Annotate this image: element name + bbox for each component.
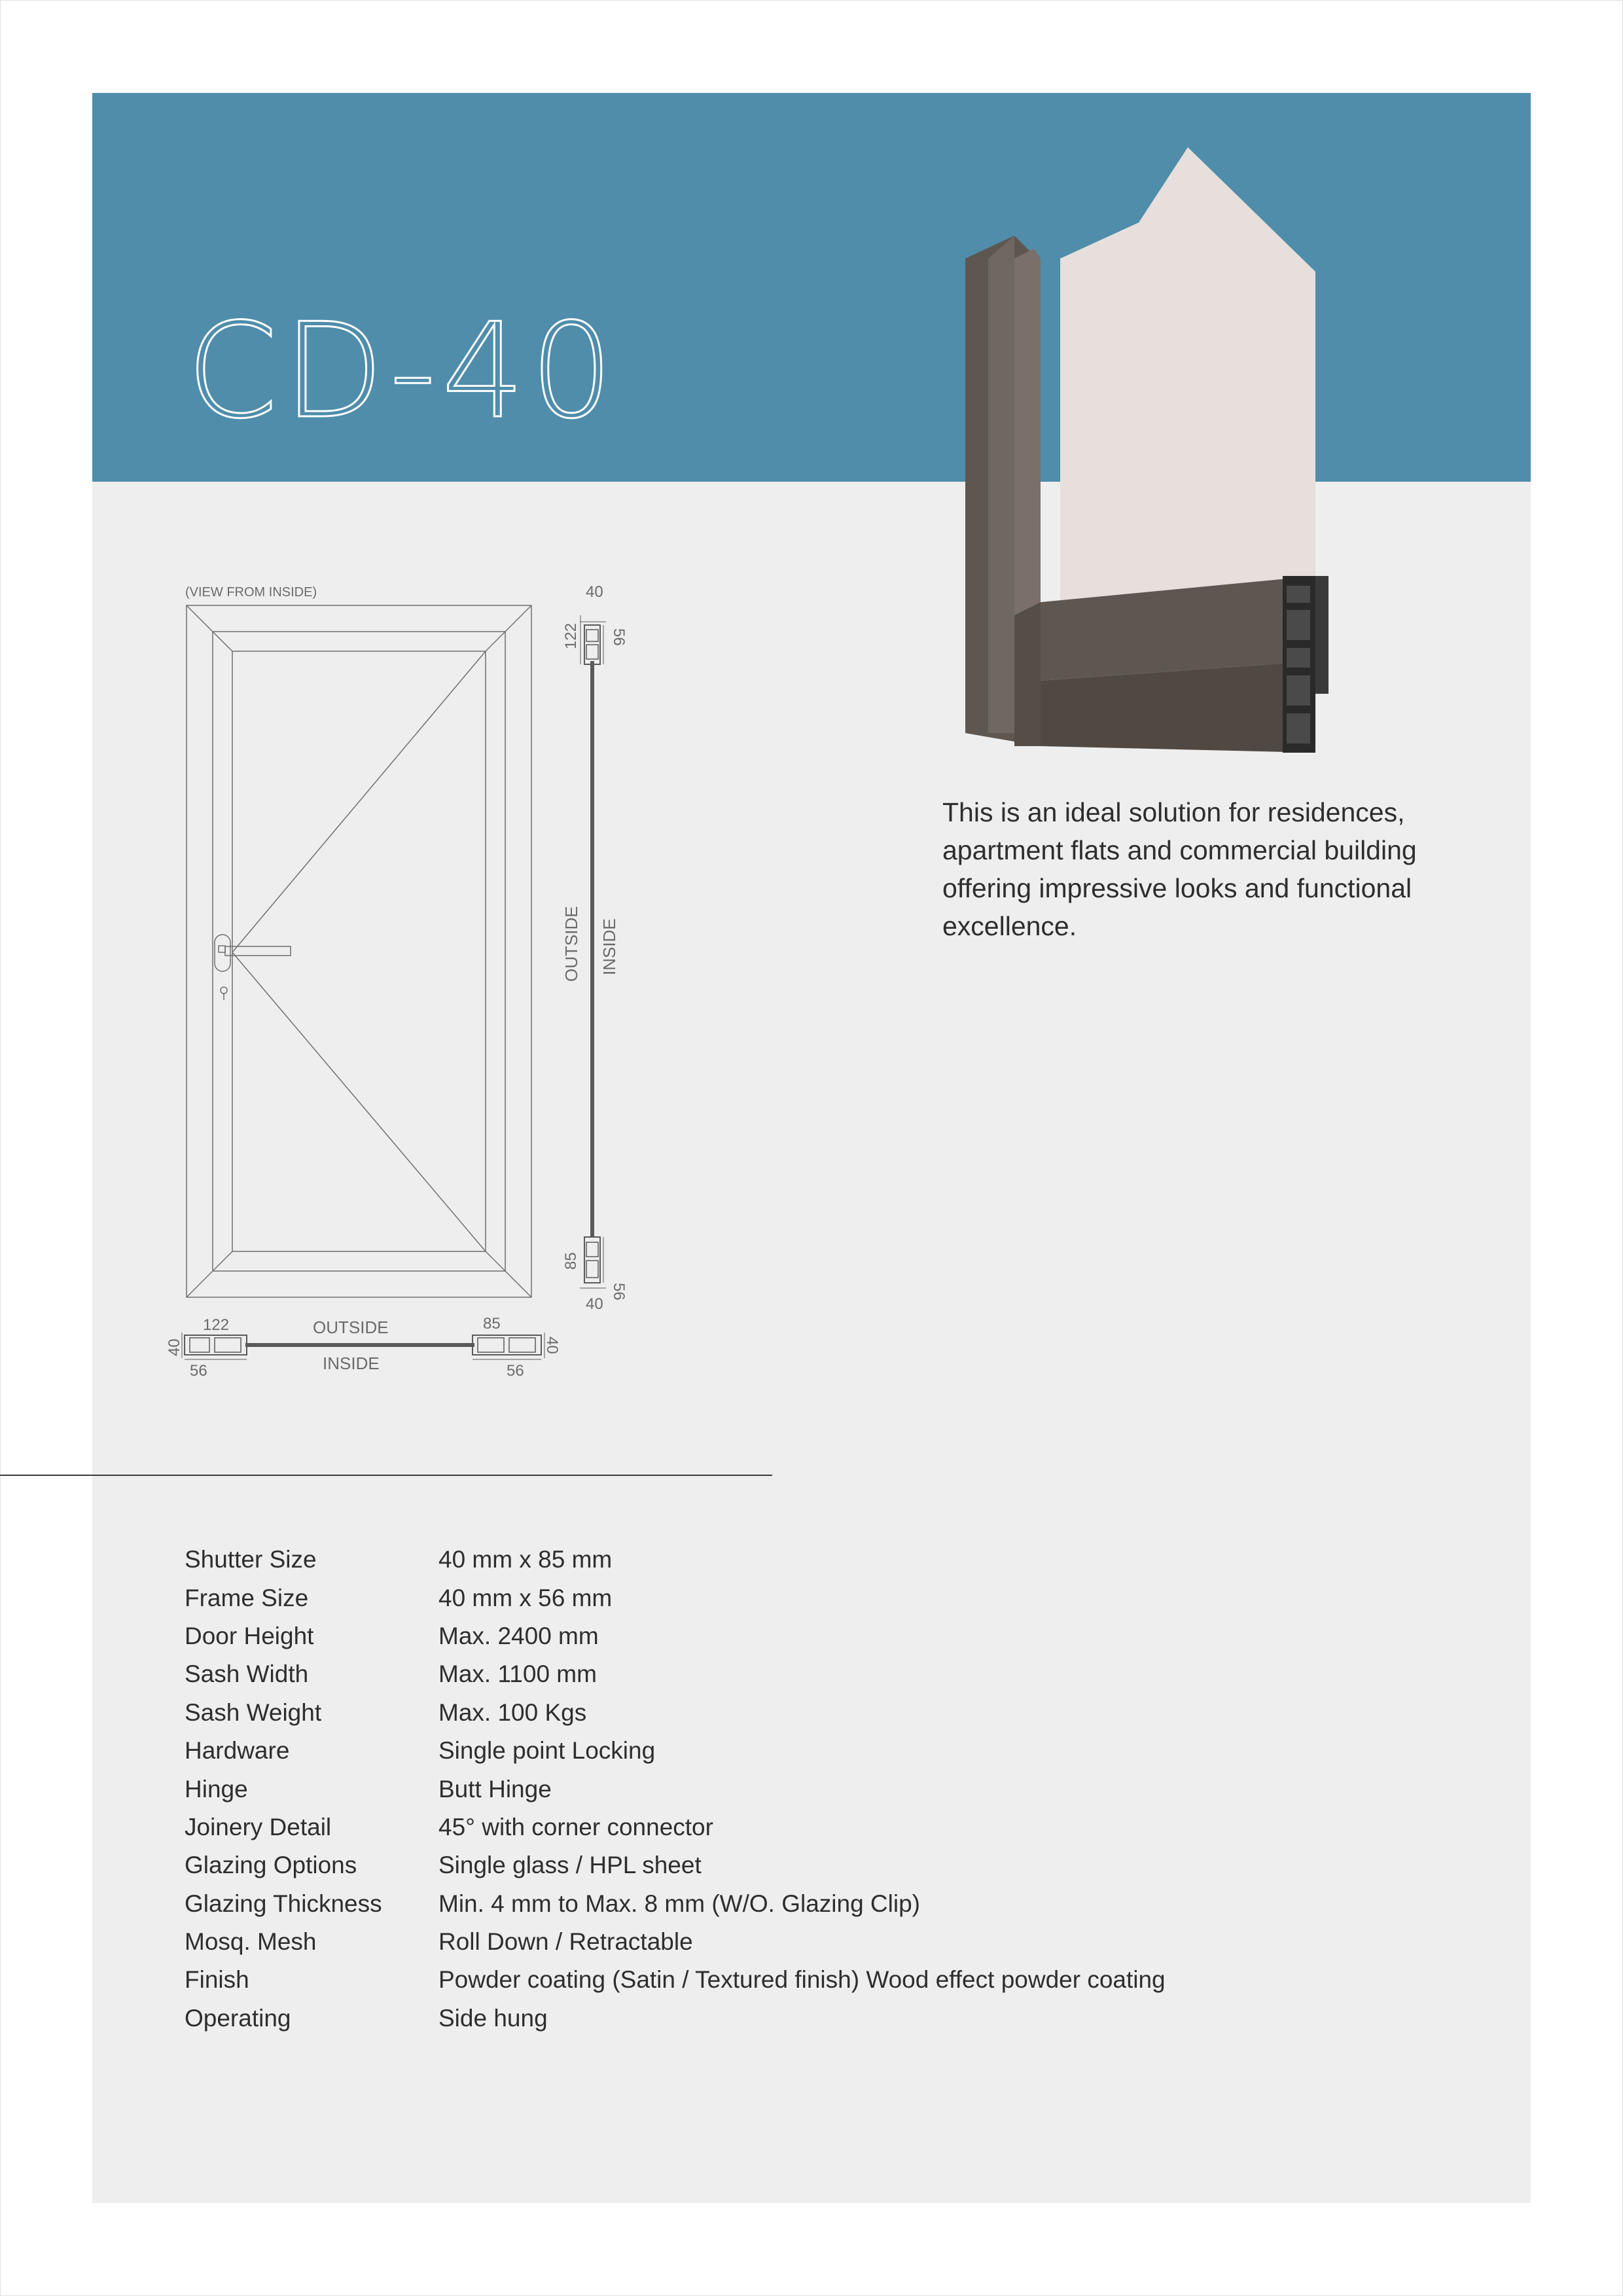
spec-label: Finish (185, 1966, 249, 1994)
spec-row (185, 1617, 1166, 1655)
section-divider (0, 1475, 772, 1476)
horizontal-inside-label: INSIDE (323, 1354, 380, 1373)
spec-label: Joinery Detail (185, 1813, 332, 1840)
spec-row (185, 1923, 1166, 1961)
spec-value: Single glass / HPL sheet (438, 1852, 702, 1879)
spec-label: Sash Width (185, 1660, 309, 1688)
spec-row (185, 1885, 1166, 1923)
horizontal-outside-label: OUTSIDE (313, 1318, 389, 1337)
top-frame-width: 40 (586, 583, 603, 601)
spec-row (185, 1961, 1166, 1999)
spec-value: Single point Locking (438, 1737, 656, 1765)
spec-row (185, 1732, 1166, 1770)
spec-value: 45° with corner connector (438, 1813, 713, 1840)
right-frame-depth: 56 (507, 1362, 524, 1380)
top-frame-depth: 56 (610, 628, 628, 646)
aluminium-profile-corner-image (962, 144, 1329, 753)
spec-row (185, 1541, 1166, 1579)
spec-row (185, 1808, 1166, 1846)
spec-label: Shutter Size (185, 1546, 317, 1573)
door-elevation-drawing (164, 576, 628, 1401)
spec-row (185, 1579, 1166, 1617)
spec-value: 40 mm x 56 mm (438, 1584, 613, 1611)
spec-value: Max. 100 Kgs (438, 1698, 587, 1726)
spec-label: Operating (185, 2004, 291, 2032)
right-frame-width: 40 (543, 1336, 561, 1354)
spec-value: Side hung (438, 2004, 548, 2032)
product-title: CD-40 (187, 295, 619, 448)
spec-label: Mosq. Mesh (185, 1928, 317, 1956)
product-description: This is an ideal solution for residences, apartment flats and commercial building offering impressive looks and functional excellence. (942, 797, 1417, 941)
top-shutter-height: 122 (562, 622, 580, 649)
right-shutter-height: 85 (483, 1315, 501, 1333)
spec-row (185, 1694, 1166, 1732)
spec-row (185, 2000, 1166, 2037)
spec-label: Door Height (185, 1622, 314, 1649)
vertical-inside-label: INSIDE (599, 918, 619, 975)
spec-value: Min. 4 mm to Max. 8 mm (W/O. Glazing Clip) (438, 1890, 920, 1917)
left-shutter-height: 122 (203, 1316, 230, 1334)
bottom-shutter-height: 85 (562, 1252, 580, 1270)
spec-label: Glazing Options (185, 1852, 357, 1879)
spec-value: Powder coating (Satin / Textured finish) Wood effect powder coating (438, 1966, 1166, 1994)
bottom-frame-depth: 56 (610, 1283, 628, 1300)
bottom-frame-width: 40 (586, 1295, 603, 1313)
spec-value: 40 mm x 85 mm (438, 1546, 613, 1573)
spec-value: Max. 2400 mm (438, 1622, 599, 1649)
spec-label: Hardware (185, 1737, 290, 1765)
spec-row (185, 1655, 1166, 1693)
spec-row (185, 1770, 1166, 1808)
spec-label: Glazing Thickness (185, 1890, 382, 1917)
left-frame-depth: 56 (190, 1362, 207, 1380)
view-label: (VIEW FROM INSIDE) (185, 585, 317, 600)
spec-value: Max. 1100 mm (438, 1660, 597, 1688)
vertical-outside-label: OUTSIDE (562, 906, 581, 982)
spec-value: Butt Hinge (438, 1775, 552, 1803)
spec-row (185, 1846, 1166, 1884)
spec-label: Hinge (185, 1775, 248, 1803)
spec-label: Sash Weight (185, 1698, 322, 1726)
left-frame-width: 40 (166, 1338, 183, 1356)
spec-value: Roll Down / Retractable (438, 1928, 693, 1956)
spec-label: Frame Size (185, 1584, 309, 1611)
spec-table (185, 1541, 1166, 2037)
